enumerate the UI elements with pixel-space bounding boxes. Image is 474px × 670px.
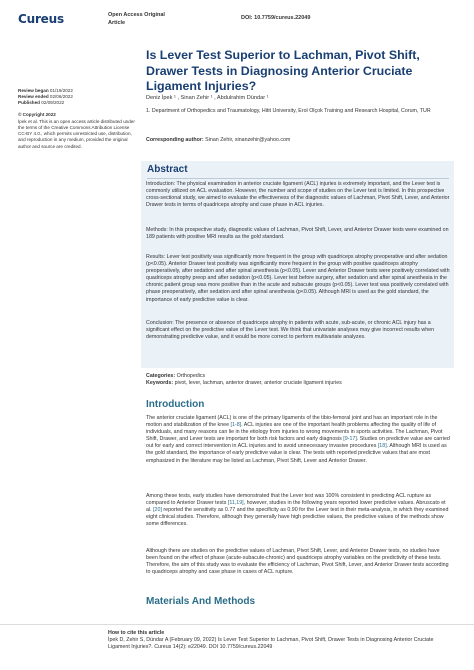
license-text: İpek et al. This is an open access article distributed under the terms of the Creative Commons Attribution License CC-BY 4.0., which permits unrestricted use, distribution, and reproduction in any medium, provided the original author and source are credited. <box>18 118 135 149</box>
review-ended: Review ended 02/06/2022 <box>18 94 73 100</box>
reference-link[interactable]: [11,19] <box>227 500 244 507</box>
introduction-paragraph-3: Although there are studies on the predictive values of Lachman, Pivot Shift, Lever, and Anterior Drawer tests, no studies have been found on the effect of phase (acute-subacute-chronic) and quadriceps atrophy variables on the predictivity of these tests. Therefore, the aim of this study was to evaluate the efficiency of Lachman, Pivot Shift, Lever, and Anterior Drawer tests according to quadriceps atrophy and case phase in cases of ACL rupture. <box>146 548 449 576</box>
introduction-paragraph-2: Among these tests, early studies have demonstrated that the Lever test was 100% consistent in predicting ACL rupture as compared to Anterior Drawer tests [11,19], however, studies in the following years reported lower predictive values. Abruscato et al. [20] reported the sensitivity as 0.77 and the specificity as 0.90 for the Lever test in their meta-analysis, in which they examined eight clinical studies. Therefore, although they generally have high predictive values, the predictive values of the methods show some differences. <box>146 493 449 528</box>
reference-link[interactable]: [20] <box>153 507 162 514</box>
corresponding-author: Corresponding author: Sinan Zehir, sinanzehir@yahoo.com <box>146 137 291 143</box>
categories-keywords <box>146 373 450 387</box>
header-doi[interactable]: DOI: 10.7759/cureus.22049 <box>241 15 311 21</box>
abstract-results: Results: Lever test positivity was significantly more frequent in the group with quadriceps atrophy preoperative and after sedation (p<0.05). Anterior Drawer test positivity was significantly more frequent in the group with positive quadriceps atrophy preoperatively, after sedation and after spinal anesthesia (p<0.05). Lever and Anterior Drawer tests were positively correlated with quadriceps atrophy preop and after sedation (p<0.05). Lever test before surgery, after sedation and after spinal anesthesia in the chronic patient group was more positive than in the acute and subacute groups (p<0.05). Lever test was positively correlated with phase preoperatively, after sedation and after spinal anesthesia (p<0.05). Although MRI is used as the gold standard, the importance of early predictive value is clear. <box>146 254 450 303</box>
affiliation: 1. Department of Orthopedics and Traumatology, Hitit University, Erol Olçok Training and Research Hospital, Corum, TUR <box>146 108 431 114</box>
cureus-logo: Cureus <box>18 12 64 26</box>
abstract-methods: Methods: In this prospective study, diagnostic values of Lachman, Pivot Shift, Lever, and Anterior Drawer tests were examined on 189 patients with positive MRI results as the gold standard. <box>146 227 449 241</box>
how-to-cite-label: How to cite this article <box>108 630 165 636</box>
article-type-line1: Open Access Original <box>108 12 165 18</box>
article-title: Is Lever Test Superior to Lachman, Pivot Shift, Drawer Tests in Diagnosing Anterior Cruciate Ligament Injuries? <box>146 48 420 94</box>
introduction-paragraph-1: The anterior cruciate ligament (ACL) is one of the primary ligaments of the tibio-femoral joint and has an important role in the motion and stabilization of the knee [1-8]. ACL injuries are one of the important health problems affecting the quality of life of individuals, and many reasons can lie in the etiology from injuries to wrong movements in sports activities. The Lachman, Pivot Shift, Drawer, and Lever tests are important for both risk factors and early diagnosis [9-17]. Studies on predictive value are carried out for early and correct intervention in ACL injuries and to avoid unnecessary invasive procedures [18]. Although MRI is used as the gold standard, the importance of early predictive value is clear. The tests with reported predictive values that are most emphasized in the literature may be listed as Lachman, Pivot Shift, Lever and Anterior Drawer. <box>146 415 450 464</box>
sidebar <box>18 88 136 150</box>
published-date: Published 02/09/2022 <box>18 100 65 106</box>
introduction-heading: Introduction <box>146 399 205 410</box>
keywords: Keywords: pivot, lever, lachman, anterior drawer, anterior cruciate ligament injuries <box>146 380 342 386</box>
reference-link[interactable]: [9-17] <box>343 436 357 443</box>
copyright: © Copyright 2022 <box>18 111 56 117</box>
how-to-cite-text: İpek D, Zehir S, Dündar A (February 09, 2022) Is Lever Test Superior to Lachman, Pivot Shift, Drawer Tests in Diagnosing Anterior Cruciate Ligament Injuries?. Cureus 14(2): e22049. DOI 10.7759/cureus.22049 <box>108 637 434 650</box>
materials-methods-heading: Materials And Methods <box>146 596 256 607</box>
corresponding-email[interactable]: Sinan Zehir, sinanzehir@yahoo.com <box>205 137 291 143</box>
abstract-heading: Abstract <box>147 164 188 175</box>
categories: Categories: Orthopedics <box>146 373 206 379</box>
abstract-divider <box>147 178 449 179</box>
how-to-cite <box>108 630 448 651</box>
review-began: Review began 01/19/2022 <box>18 88 73 93</box>
review-dates <box>18 88 136 107</box>
reference-link[interactable]: [18] <box>377 443 387 450</box>
article-type-line2: Article <box>108 20 126 26</box>
article-type <box>108 11 165 27</box>
author-list: Deniz İpek ¹ , Sinan Zehir ¹ , Abdulrahim Dündar ¹ <box>146 95 269 101</box>
reference-link[interactable]: [1-8] <box>230 422 242 429</box>
category-link[interactable]: Orthopedics <box>176 373 206 379</box>
abstract-conclusion: Conclusion: The presence or absence of quadriceps atrophy in patients with acute, sub-acute, or chronic ACL injury has a significant effect on the predictive value of the Lever test. We think that univariate analyses may give incorrect results when demonstrating predictive value, and it would be more correct to perform multivariate analyzes. <box>146 320 435 341</box>
abstract-introduction: Introduction: The physical examination in anterior cruciate ligament (ACL) injuries is extremely important, and the Lever test is commonly utilized on ACL evaluation. However, the number and scope of studies on the Lever test is limited. In this prospective cross-sectional study, we aimed to evaluate the effectiveness of the diagnostic values of Lachman, Pivot Shift, Lever, and Anterior Drawer tests in terms of quadriceps atrophy and case phase in ACL injuries. <box>146 181 450 209</box>
footer-divider <box>0 624 474 625</box>
